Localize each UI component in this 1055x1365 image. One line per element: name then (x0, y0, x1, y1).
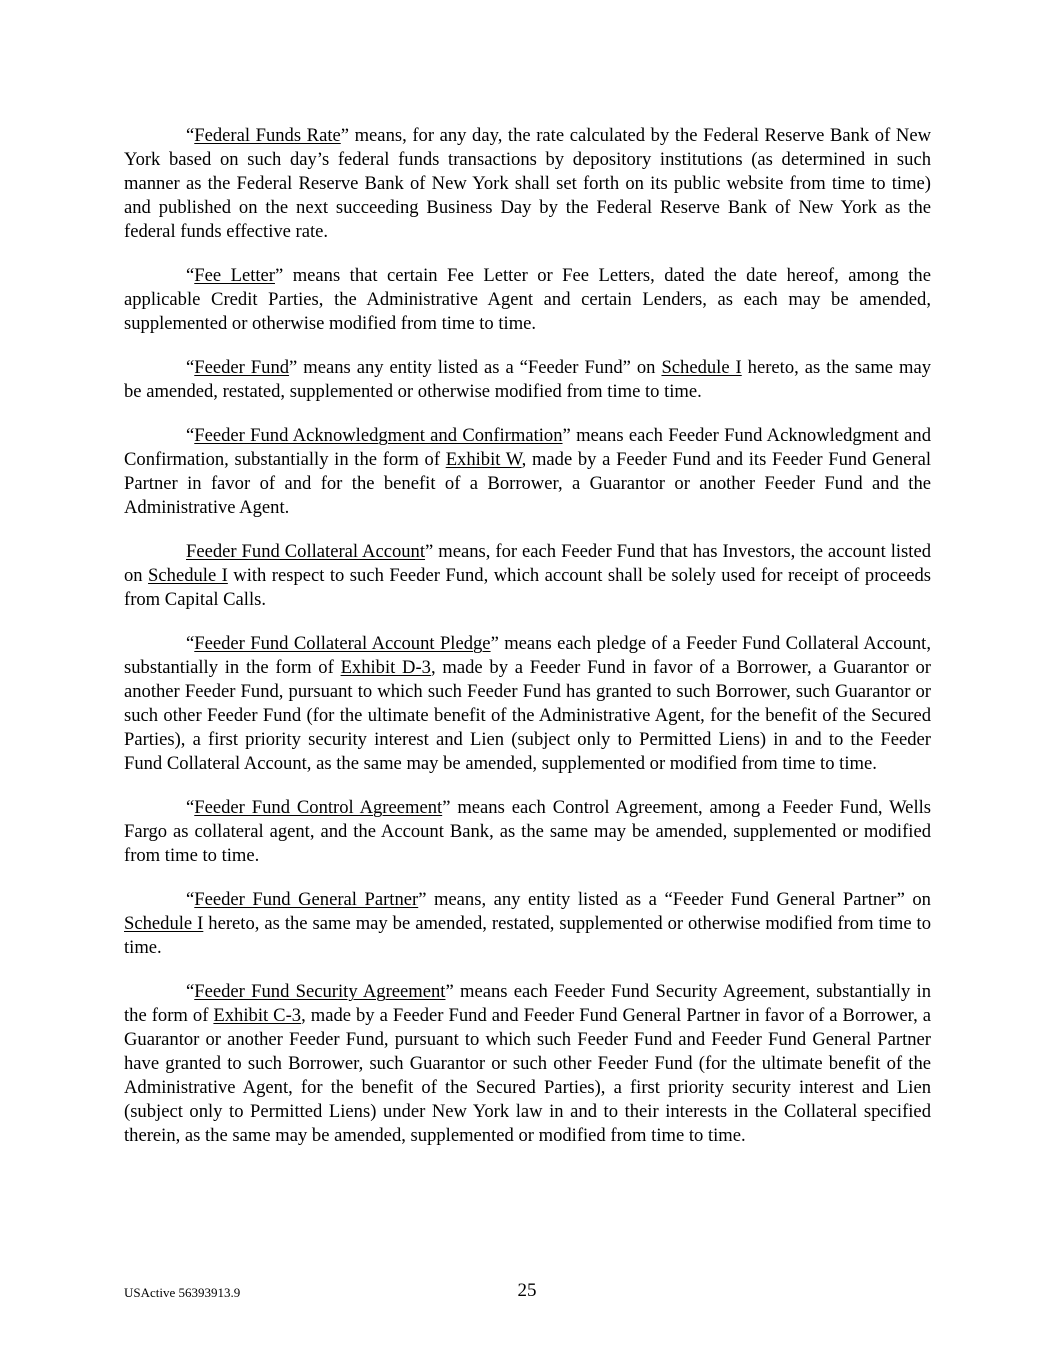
definition-text: hereto, as the same may be amended, restated, supplemented or otherwise modified from time to time. (124, 913, 932, 958)
cross-reference: Exhibit D-3 (340, 657, 431, 678)
defined-term: Fee Letter (194, 265, 275, 286)
definition-fee-letter (124, 264, 931, 336)
open-quote: “ (186, 125, 195, 146)
defined-term: Feeder Fund (194, 357, 290, 378)
definition-text: ” means, any entity listed as a “Feeder Fund General Partner” on (418, 889, 931, 910)
definition-feeder-fund-collateral-account (124, 540, 931, 612)
defined-term: Feeder Fund Control Agreement (194, 797, 443, 818)
definition-text: with respect to such Feeder Fund, which account shall be solely used for receipt of proceeds from Capital Calls. (124, 565, 931, 610)
defined-term: Feeder Fund Security Agreement (194, 981, 446, 1002)
definition-text: , made by a Feeder Fund and Feeder Fund General Partner in favor of a Borrower, a Guarantor or another Feeder Fund, pursuant to which such Feeder Fund and Feeder Fund General Partner have granted to such Borrower, such Guarantor or such other Feeder Fund (for the ultimate benefit of the Administrative Agent, for the benefit of the Secured Parties), a first priority security interest and Lien (subject only to Permitted Liens) under New York law in and to their interests in the Collateral specified therein, as the same may be amended, supplemented or modified from time to time. (124, 1005, 931, 1146)
open-quote: “ (186, 265, 195, 286)
definitions-body (124, 124, 931, 1168)
cross-reference: Exhibit W (445, 449, 522, 470)
defined-term: Feeder Fund General Partner (194, 889, 419, 910)
page-number: 25 (517, 1280, 537, 1301)
definition-text: , made by a Feeder Fund and its Feeder Fund General Partner in favor of and for the benefit of a Borrower, a Guarantor or another Feeder Fund and the Administrative Agent. (124, 449, 932, 518)
defined-term: Feeder Fund Collateral Account (186, 541, 426, 562)
definition-text: ” means any entity listed as a “Feeder Fund” on (289, 357, 662, 378)
open-quote: “ (186, 633, 195, 654)
open-quote: “ (186, 357, 195, 378)
definition-text: ” means each Control Agreement, among a Feeder Fund, Wells Fargo as collateral agent, and the Account Bank, as the same may be amended, supplemented or modified from time to time. (124, 797, 932, 866)
definition-feeder-fund-security-agreement (124, 980, 931, 1148)
definition-feeder-fund-general-partner (124, 888, 931, 960)
open-quote: “ (186, 425, 195, 446)
definition-feeder-fund-collateral-account-pledge (124, 632, 931, 776)
definition-text: ” means, for each Feeder Fund that has Investors, the account listed on (124, 541, 932, 586)
definition-text: ” means each Feeder Fund Acknowledgment and Confirmation, substantially in the form of (124, 425, 931, 470)
defined-term: Feeder Fund Collateral Account Pledge (194, 633, 491, 654)
definition-text: ” means each Feeder Fund Security Agreement, substantially in the form of (124, 981, 931, 1026)
open-quote: “ (186, 981, 195, 1002)
cross-reference: Schedule I (124, 913, 204, 934)
definition-feeder-fund-control-agreement (124, 796, 931, 868)
definition-federal-funds-rate (124, 124, 931, 244)
open-quote: “ (186, 797, 195, 818)
cross-reference: Exhibit C-3 (213, 1005, 302, 1026)
definition-text: ” means, for any day, the rate calculated by the Federal Reserve Bank of New York based on such day’s federal funds transactions by depository institutions (as determined in such manner as the Federal Reserve Bank of New York shall set forth on its public website from time to time) and published on the next succeeding Business Day by the Federal Reserve Bank of New York as the federal funds effective rate. (124, 125, 931, 242)
definition-text: ” means each pledge of a Feeder Fund Collateral Account, substantially in the form of (124, 633, 931, 678)
cross-reference: Schedule I (661, 357, 742, 378)
document-id: USActive 56393913.9 (124, 1285, 241, 1300)
defined-term: Feeder Fund Acknowledgment and Confirmation (194, 425, 563, 446)
definition-text: ” means that certain Fee Letter or Fee Letters, dated the date hereof, among the applicable Credit Parties, the Administrative Agent and certain Lenders, as each may be amended, supplemented or otherwise modified from time to time. (124, 265, 931, 334)
definition-text: , made by a Feeder Fund in favor of a Borrower, a Guarantor or another Feeder Fund, pursuant to which such Feeder Fund has granted to such Borrower, such Guarantor or such other Feeder Fund (for the ultimate benefit of the Administrative Agent, for the benefit of the Secured Parties), a first priority security interest and Lien (subject only to Permitted Liens) in and to the Feeder Fund Collateral Account, as the same may be amended, supplemented or modified from time to time. (124, 657, 932, 774)
defined-term: Federal Funds Rate (194, 125, 341, 146)
definition-feeder-fund (124, 356, 931, 404)
definition-feeder-fund-acknowledgment (124, 424, 931, 520)
definition-text: hereto, as the same may be amended, restated, supplemented or otherwise modified from time to time. (124, 357, 932, 402)
open-quote: “ (186, 889, 195, 910)
cross-reference: Schedule I (148, 565, 228, 586)
